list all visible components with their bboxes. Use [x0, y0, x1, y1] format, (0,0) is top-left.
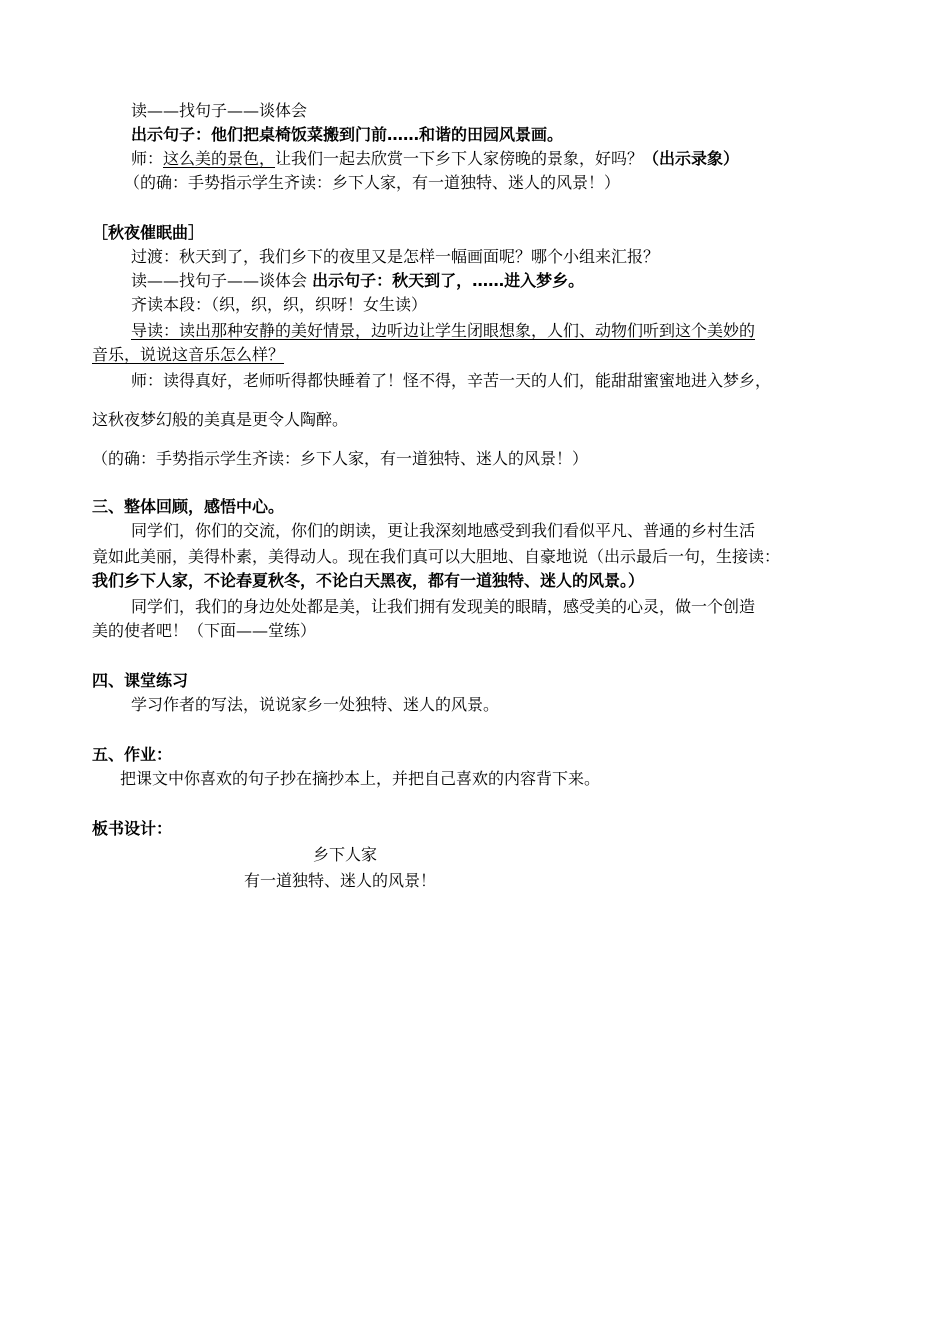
text: 同学们，你们的交流，你们的朗读，更让我深刻地感受到我们看似平凡、普通的乡村生活 [131, 521, 756, 540]
text: 学习作者的写法，说说家乡一处独特、迷人的风景。 [131, 695, 500, 714]
text: 导读：读出那种安静的美好情景，边听边让学生闭眼想象，人们、动物们听到这个美妙的 [131, 321, 756, 340]
section-heading-autumn [92, 222, 204, 244]
review-p2-line-2 [92, 620, 316, 642]
bold-note: （出示录象） [643, 149, 740, 168]
text: 同学们，我们的身边处处都是美，让我们拥有发现美的眼睛，感受美的心灵，做一个创造 [131, 597, 756, 616]
text: 读——找句子——谈体会 [131, 101, 308, 120]
teacher-prefix: 师： [131, 149, 164, 168]
confirm-line-2 [92, 448, 588, 470]
heading-text: 板书设计： [92, 819, 173, 838]
heading-text: 三、整体回顾，感悟中心。 [92, 497, 285, 516]
text: 出示句子：他们把桌椅饭菜搬到门前……和谐的田园风景画。 [131, 125, 564, 144]
review-p1-line-2 [92, 546, 780, 568]
underlined-text: 这么美的景色， [163, 149, 276, 168]
text: 竟如此美丽，美得朴素，美得动人。现在我们真可以大胆地、自豪地说（出示最后一句，生接读： [92, 547, 781, 566]
guide-line-1 [131, 320, 755, 342]
text: 读——找句子——谈体会 [131, 271, 313, 290]
text: 有一道独特、迷人的风景！ [244, 871, 437, 890]
text: 齐读本段：（织，织，织，织呀！女生读） [131, 295, 428, 314]
group-read-line [131, 294, 427, 316]
teacher-line [131, 148, 739, 170]
section-heading-five [92, 744, 172, 766]
read-sentence-line [131, 270, 584, 292]
confirm-line [124, 172, 620, 194]
bold-text: 出示句子：秋天到了，……进入梦乡。 [312, 271, 585, 290]
text: 音乐，说说这音乐怎么样？ [92, 345, 285, 364]
review-p2-line-1 [131, 596, 755, 618]
practice-line [131, 694, 499, 716]
bold-text: 我们乡下人家，不论春夏秋冬，不论白天黑夜，都有一道独特、迷人的风景。） [92, 571, 645, 590]
text: 把课文中你喜欢的句子抄在摘抄本上，并把自己喜欢的内容背下来。 [120, 769, 601, 788]
board-design-title [313, 844, 377, 866]
guide-line-2 [92, 344, 284, 366]
board-design-heading [92, 818, 172, 840]
section-heading-four [92, 670, 188, 692]
heading-text: 四、课堂练习 [92, 671, 189, 690]
review-p1-line-3 [92, 570, 644, 592]
review-p1-line-1 [131, 520, 755, 542]
teacher-praise-line-2 [92, 409, 348, 431]
section-heading-three [92, 496, 284, 518]
heading-text: 五、作业： [92, 745, 173, 764]
text: 这秋夜梦幻般的美真是更令人陶醉。 [92, 410, 349, 429]
text: 让我们一起去欣赏一下乡下人家傍晚的景象，好吗？ [275, 149, 644, 168]
board-design-subtitle [244, 870, 436, 892]
heading-text: ［秋夜催眠曲］ [92, 223, 205, 242]
transition-line [131, 246, 659, 268]
homework-line [120, 768, 600, 790]
text: （的确：手势指示学生齐读：乡下人家，有一道独特、迷人的风景！） [124, 173, 621, 192]
text: （的确：手势指示学生齐读：乡下人家，有一道独特、迷人的风景！） [92, 449, 589, 468]
read-find-discuss-line [131, 100, 307, 122]
text: 过渡：秋天到了，我们乡下的夜里又是怎样一幅画面呢？哪个小组来汇报？ [131, 247, 660, 266]
show-sentence-line [131, 124, 563, 146]
text: 美的使者吧！（下面——堂练） [92, 621, 317, 640]
text: 师：读得真好，老师听得都快睡着了！怪不得，辛苦一天的人们，能甜甜蜜蜜地进入梦乡， [131, 371, 772, 390]
text: 乡下人家 [313, 845, 378, 864]
teacher-praise-line-1 [131, 370, 771, 392]
